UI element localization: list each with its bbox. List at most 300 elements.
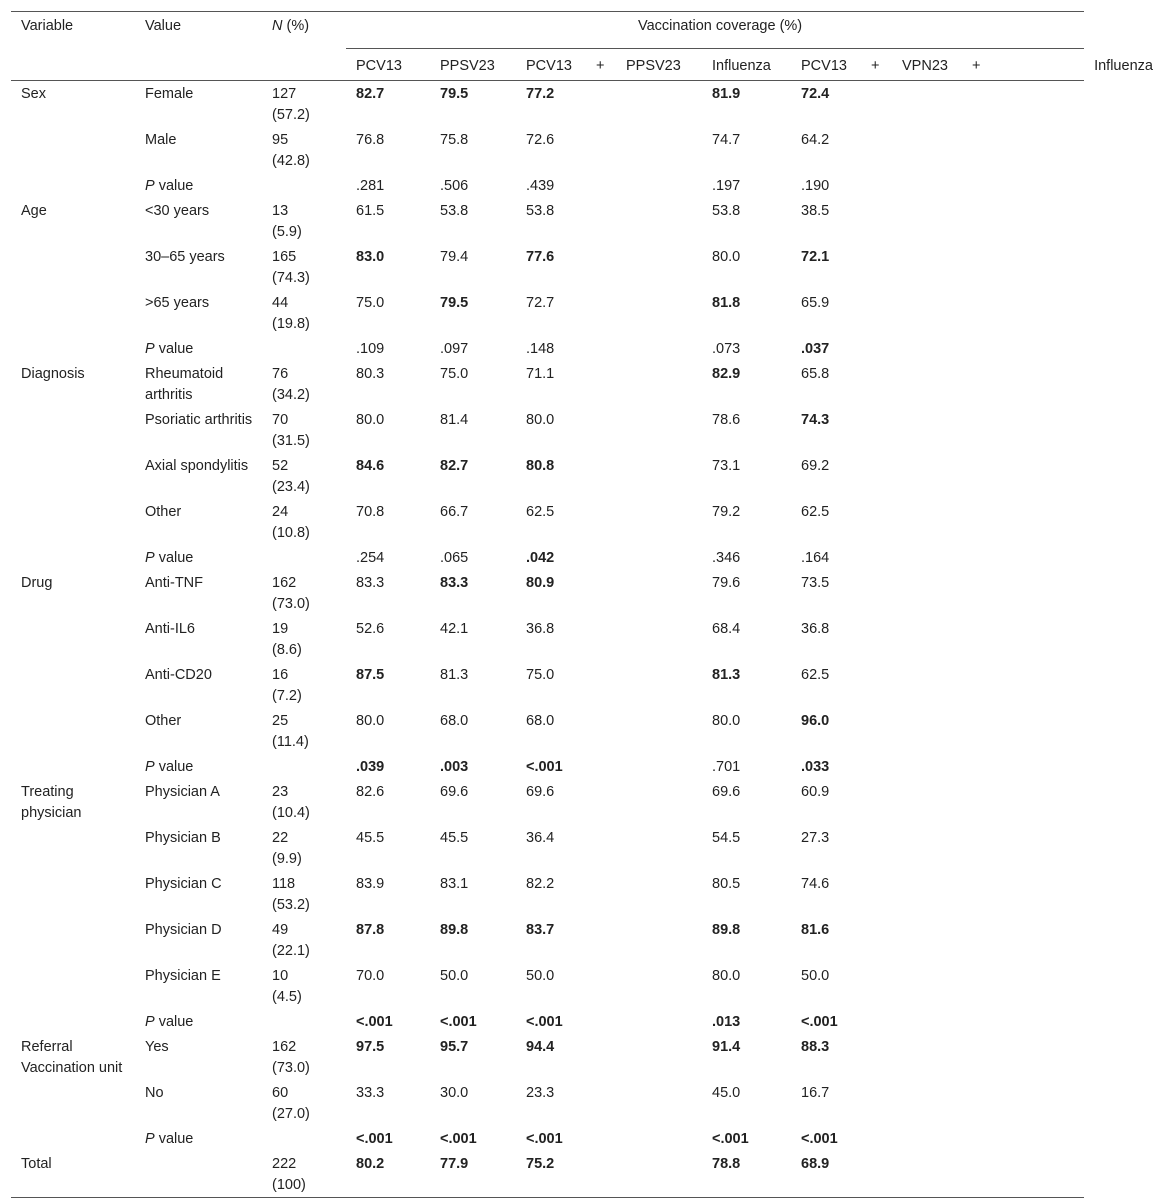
cell-coverage — [430, 779, 516, 825]
cell-coverage — [346, 779, 430, 825]
cell-n-line: (34.2) — [272, 387, 310, 403]
cell-p-value-label: P value — [145, 759, 194, 775]
cell-coverage — [791, 754, 867, 779]
cell-empty — [867, 963, 892, 1009]
cell-empty — [968, 173, 1084, 198]
subheader-col: + — [972, 58, 981, 74]
coverage-value: .065 — [440, 550, 469, 566]
cell-n — [262, 1080, 346, 1126]
cell-coverage — [702, 244, 791, 290]
cell-empty — [968, 361, 1084, 407]
cell-n-line: (11.4) — [272, 734, 309, 750]
cell-value: Physician D — [145, 922, 222, 938]
cell-empty — [592, 662, 616, 708]
cell-empty — [616, 198, 702, 244]
cell-variable: Sex — [21, 86, 46, 102]
cell-empty — [867, 825, 892, 871]
header-n-suffix: (%) — [286, 18, 310, 34]
cell-coverage — [346, 963, 430, 1009]
cell-coverage — [516, 290, 592, 336]
cell-coverage — [516, 871, 592, 917]
cell-empty — [968, 407, 1084, 453]
cell-coverage — [346, 1080, 430, 1126]
cell-coverage — [516, 616, 592, 662]
cell-empty — [968, 1009, 1084, 1034]
coverage-value: 89.8 — [440, 922, 469, 938]
subheader-col: + — [596, 58, 605, 74]
cell-empty — [616, 1034, 702, 1080]
cell-coverage — [346, 1151, 430, 1198]
table-row — [11, 662, 1084, 708]
cell-coverage — [430, 871, 516, 917]
coverage-value: <.001 — [356, 1131, 393, 1147]
cell-n — [262, 407, 346, 453]
cell-coverage — [791, 871, 867, 917]
cell-empty — [968, 336, 1084, 361]
cell-p-value-label: P value — [145, 550, 194, 566]
cell-empty — [616, 407, 702, 453]
cell-n — [262, 616, 346, 662]
cell-empty — [867, 616, 892, 662]
cell-n-line: (4.5) — [272, 989, 302, 1005]
cell-coverage — [702, 1151, 791, 1198]
cell-n-line: (73.0) — [272, 1060, 310, 1076]
cell-empty — [592, 361, 616, 407]
coverage-value: 42.1 — [440, 621, 469, 637]
coverage-value: 79.5 — [440, 295, 469, 311]
coverage-value: .073 — [712, 341, 741, 357]
table-row — [11, 336, 1084, 361]
coverage-value: .281 — [356, 178, 385, 194]
cell-coverage — [346, 917, 430, 963]
cell-empty — [867, 1126, 892, 1151]
table-row — [11, 1151, 1084, 1198]
cell-coverage — [346, 198, 430, 244]
table-row — [11, 708, 1084, 754]
cell-empty — [968, 708, 1084, 754]
cell-coverage — [702, 871, 791, 917]
coverage-value: 80.0 — [526, 412, 555, 428]
cell-n-line: 25 — [272, 713, 289, 729]
cell-empty — [592, 1126, 616, 1151]
cell-empty — [968, 290, 1084, 336]
cell-n — [262, 173, 346, 198]
cell-coverage — [430, 662, 516, 708]
cell-empty — [968, 616, 1084, 662]
coverage-value: 81.9 — [712, 86, 741, 102]
cell-coverage — [430, 754, 516, 779]
cell-empty — [968, 917, 1084, 963]
cell-n-line: 49 — [272, 922, 289, 938]
cell-n — [262, 779, 346, 825]
coverage-value: <.001 — [440, 1014, 477, 1030]
coverage-value: .039 — [356, 759, 385, 775]
cell-coverage — [702, 361, 791, 407]
cell-p-value-label: P value — [145, 341, 194, 357]
cell-variable — [11, 662, 135, 708]
cell-n-line: (5.9) — [272, 224, 302, 240]
cell-empty — [616, 499, 702, 545]
coverage-value: .254 — [356, 550, 385, 566]
cell-coverage — [791, 779, 867, 825]
coverage-value: 95.7 — [440, 1039, 469, 1055]
cell-coverage — [430, 361, 516, 407]
cell-n — [262, 336, 346, 361]
cell-coverage — [791, 570, 867, 616]
cell-empty — [616, 173, 702, 198]
coverage-value: 69.6 — [526, 784, 555, 800]
cell-coverage — [346, 545, 430, 570]
cell-coverage — [430, 336, 516, 361]
cell-coverage — [430, 290, 516, 336]
coverage-value: 50.0 — [440, 968, 469, 984]
subheader-col: + — [871, 58, 880, 74]
header-variable: Variable — [21, 18, 74, 34]
cell-value: Physician A — [145, 784, 220, 800]
cell-coverage — [791, 290, 867, 336]
cell-coverage — [516, 1126, 592, 1151]
cell-variable: Diagnosis — [21, 366, 85, 382]
coverage-value: 23.3 — [526, 1085, 555, 1101]
cell-coverage — [430, 1080, 516, 1126]
cell-empty — [892, 1151, 968, 1198]
cell-empty — [867, 336, 892, 361]
cell-coverage — [430, 1126, 516, 1151]
coverage-value: 68.9 — [801, 1156, 830, 1172]
coverage-value: 36.8 — [526, 621, 555, 637]
cell-variable — [11, 244, 135, 290]
cell-coverage — [791, 1009, 867, 1034]
cell-coverage — [702, 616, 791, 662]
cell-coverage — [791, 1151, 867, 1198]
cell-coverage — [346, 173, 430, 198]
cell-n — [262, 244, 346, 290]
cell-n-line: 44 — [272, 295, 289, 311]
coverage-value: 79.5 — [440, 86, 469, 102]
cell-empty — [892, 1034, 968, 1080]
cell-empty — [867, 754, 892, 779]
coverage-value: .439 — [526, 178, 555, 194]
cell-coverage — [346, 1126, 430, 1151]
cell-n — [262, 127, 346, 173]
cell-empty — [892, 570, 968, 616]
cell-coverage — [516, 407, 592, 453]
cell-coverage — [702, 545, 791, 570]
cell-coverage — [791, 244, 867, 290]
cell-coverage — [516, 499, 592, 545]
cell-coverage — [346, 1009, 430, 1034]
cell-n-line: (9.9) — [272, 851, 302, 867]
cell-empty — [592, 407, 616, 453]
cell-coverage — [430, 198, 516, 244]
cell-n — [262, 499, 346, 545]
coverage-value: .197 — [712, 178, 741, 194]
coverage-value: 45.5 — [440, 830, 469, 846]
cell-coverage — [791, 361, 867, 407]
cell-variable — [11, 453, 135, 499]
cell-empty — [616, 708, 702, 754]
coverage-value: 62.5 — [526, 504, 555, 520]
coverage-value: 45.5 — [356, 830, 385, 846]
cell-empty — [592, 963, 616, 1009]
cell-variable — [11, 708, 135, 754]
coverage-value: 83.9 — [356, 876, 385, 892]
coverage-value: 81.3 — [712, 667, 741, 683]
cell-coverage — [791, 127, 867, 173]
cell-n-line: 162 — [272, 575, 297, 591]
cell-coverage — [702, 290, 791, 336]
cell-empty — [616, 244, 702, 290]
coverage-value: 77.9 — [440, 1156, 469, 1172]
coverage-value: 45.0 — [712, 1085, 741, 1101]
cell-empty — [592, 754, 616, 779]
cell-empty — [616, 361, 702, 407]
cell-empty — [892, 361, 968, 407]
table-row — [11, 779, 1084, 825]
cell-empty — [616, 1126, 702, 1151]
cell-n — [262, 1034, 346, 1080]
coverage-value: 70.0 — [356, 968, 385, 984]
coverage-value: 87.5 — [356, 667, 385, 683]
cell-empty — [892, 662, 968, 708]
table-row — [11, 127, 1084, 173]
cell-variable: Age — [21, 203, 47, 219]
coverage-value: .109 — [356, 341, 385, 357]
cell-n — [262, 825, 346, 871]
cell-variable — [11, 336, 135, 361]
coverage-value: 50.0 — [526, 968, 555, 984]
cell-coverage — [430, 570, 516, 616]
coverage-value: 30.0 — [440, 1085, 469, 1101]
cell-empty — [616, 545, 702, 570]
vaccination-table-container — [11, 11, 1153, 1198]
cell-empty — [892, 708, 968, 754]
cell-coverage — [346, 244, 430, 290]
coverage-value: 53.8 — [712, 203, 741, 219]
cell-value: <30 years — [145, 203, 210, 219]
cell-coverage — [346, 825, 430, 871]
coverage-value: 83.7 — [526, 922, 555, 938]
cell-n — [262, 1151, 346, 1198]
cell-empty — [892, 81, 968, 128]
coverage-value: .097 — [440, 341, 469, 357]
cell-coverage — [791, 616, 867, 662]
table-row — [11, 917, 1084, 963]
cell-coverage — [791, 825, 867, 871]
cell-empty — [867, 1009, 892, 1034]
cell-value: Anti-IL6 — [145, 621, 195, 637]
cell-empty — [892, 754, 968, 779]
cell-n — [262, 1126, 346, 1151]
cell-empty — [616, 616, 702, 662]
cell-coverage — [702, 1126, 791, 1151]
cell-empty — [867, 1080, 892, 1126]
cell-coverage — [791, 407, 867, 453]
cell-coverage — [346, 570, 430, 616]
coverage-value: 82.9 — [712, 366, 741, 382]
cell-empty — [968, 81, 1084, 128]
cell-empty — [592, 336, 616, 361]
coverage-value: 61.5 — [356, 203, 385, 219]
coverage-value: 82.2 — [526, 876, 555, 892]
cell-coverage — [791, 662, 867, 708]
cell-empty — [968, 1034, 1084, 1080]
coverage-value: 60.9 — [801, 784, 830, 800]
cell-coverage — [516, 754, 592, 779]
cell-n-line: 222 — [272, 1156, 297, 1172]
coverage-value: 69.6 — [440, 784, 469, 800]
table-row — [11, 198, 1084, 244]
cell-variable — [11, 173, 135, 198]
cell-value: No — [145, 1085, 164, 1101]
table-row — [11, 407, 1084, 453]
cell-p-value-label: P value — [145, 1014, 194, 1030]
cell-empty — [892, 336, 968, 361]
coverage-value: 75.0 — [526, 667, 555, 683]
cell-empty — [616, 963, 702, 1009]
cell-coverage — [791, 453, 867, 499]
cell-coverage — [430, 453, 516, 499]
cell-coverage — [346, 81, 430, 128]
cell-coverage — [702, 825, 791, 871]
cell-variable — [11, 917, 135, 963]
cell-variable: Drug — [21, 575, 53, 591]
coverage-value: 97.5 — [356, 1039, 385, 1055]
cell-coverage — [346, 453, 430, 499]
cell-coverage — [702, 81, 791, 128]
cell-coverage — [702, 198, 791, 244]
cell-empty — [968, 825, 1084, 871]
cell-coverage — [516, 336, 592, 361]
cell-coverage — [702, 662, 791, 708]
cell-empty — [592, 453, 616, 499]
cell-n-line: 95 — [272, 132, 289, 148]
cell-empty — [968, 127, 1084, 173]
cell-coverage — [346, 708, 430, 754]
subheader-col: VPN23 — [902, 58, 948, 74]
cell-variable — [11, 963, 135, 1009]
coverage-value: <.001 — [801, 1014, 838, 1030]
cell-coverage — [346, 499, 430, 545]
cell-coverage — [702, 127, 791, 173]
cell-coverage — [791, 545, 867, 570]
cell-coverage — [516, 81, 592, 128]
cell-coverage — [516, 198, 592, 244]
cell-empty — [968, 499, 1084, 545]
coverage-value: 75.0 — [440, 366, 469, 382]
cell-value: Male — [145, 132, 177, 148]
coverage-value: .003 — [440, 759, 469, 775]
header-vaccination-coverage: Vaccination coverage (%) — [346, 12, 1084, 49]
coverage-value: .701 — [712, 759, 741, 775]
cell-coverage — [791, 336, 867, 361]
cell-empty — [867, 290, 892, 336]
cell-empty — [592, 198, 616, 244]
cell-empty — [592, 917, 616, 963]
cell-empty — [892, 290, 968, 336]
cell-empty — [616, 570, 702, 616]
cell-n — [262, 545, 346, 570]
cell-coverage — [346, 290, 430, 336]
subheader-col: PCV13 — [526, 58, 572, 74]
cell-variable — [11, 871, 135, 917]
cell-empty — [592, 499, 616, 545]
coverage-value: 33.3 — [356, 1085, 385, 1101]
cell-coverage — [516, 1034, 592, 1080]
cell-coverage — [430, 81, 516, 128]
cell-empty — [616, 917, 702, 963]
cell-empty — [616, 127, 702, 173]
cell-n-line: (53.2) — [272, 897, 310, 913]
cell-empty — [616, 825, 702, 871]
cell-coverage — [430, 825, 516, 871]
coverage-value: 62.5 — [801, 667, 830, 683]
coverage-value: .506 — [440, 178, 469, 194]
cell-coverage — [346, 616, 430, 662]
subheader-col: Influenza — [712, 58, 771, 74]
cell-coverage — [791, 1126, 867, 1151]
coverage-value: 80.0 — [712, 968, 741, 984]
cell-coverage — [430, 499, 516, 545]
cell-empty — [592, 244, 616, 290]
cell-empty — [892, 407, 968, 453]
coverage-value: 68.0 — [526, 713, 555, 729]
cell-n-line: (10.8) — [272, 525, 310, 541]
coverage-value: 36.4 — [526, 830, 555, 846]
cell-empty — [867, 1034, 892, 1080]
cell-value: >65 years — [145, 295, 210, 311]
cell-empty — [616, 1151, 702, 1198]
table-row — [11, 871, 1084, 917]
cell-empty — [616, 871, 702, 917]
coverage-value: 80.0 — [356, 713, 385, 729]
cell-coverage — [516, 1009, 592, 1034]
coverage-value: 75.2 — [526, 1156, 555, 1172]
coverage-value: 80.5 — [712, 876, 741, 892]
cell-empty — [867, 244, 892, 290]
cell-coverage — [702, 453, 791, 499]
cell-empty — [592, 825, 616, 871]
subheader-col: PCV13 — [801, 58, 847, 74]
cell-empty — [892, 244, 968, 290]
cell-empty — [892, 127, 968, 173]
coverage-value: 80.3 — [356, 366, 385, 382]
cell-empty — [968, 244, 1084, 290]
coverage-value: 77.2 — [526, 86, 555, 102]
cell-coverage — [516, 708, 592, 754]
coverage-value: 73.5 — [801, 575, 830, 591]
cell-empty — [892, 871, 968, 917]
coverage-value: 83.1 — [440, 876, 469, 892]
table-row — [11, 1080, 1084, 1126]
cell-coverage — [516, 244, 592, 290]
coverage-value: 72.6 — [526, 132, 555, 148]
coverage-value: 89.8 — [712, 922, 741, 938]
coverage-value: 82.7 — [356, 86, 385, 102]
coverage-value: .033 — [801, 759, 830, 775]
cell-n-line: 127 — [272, 86, 297, 102]
cell-empty — [867, 1151, 892, 1198]
coverage-value: 72.7 — [526, 295, 555, 311]
cell-empty — [616, 290, 702, 336]
cell-value: Female — [145, 86, 194, 102]
coverage-value: 76.8 — [356, 132, 385, 148]
cell-empty — [892, 963, 968, 1009]
cell-n-line: (7.2) — [272, 688, 302, 704]
cell-empty — [592, 545, 616, 570]
subheader-col: PCV13 — [356, 58, 402, 74]
cell-empty — [968, 198, 1084, 244]
